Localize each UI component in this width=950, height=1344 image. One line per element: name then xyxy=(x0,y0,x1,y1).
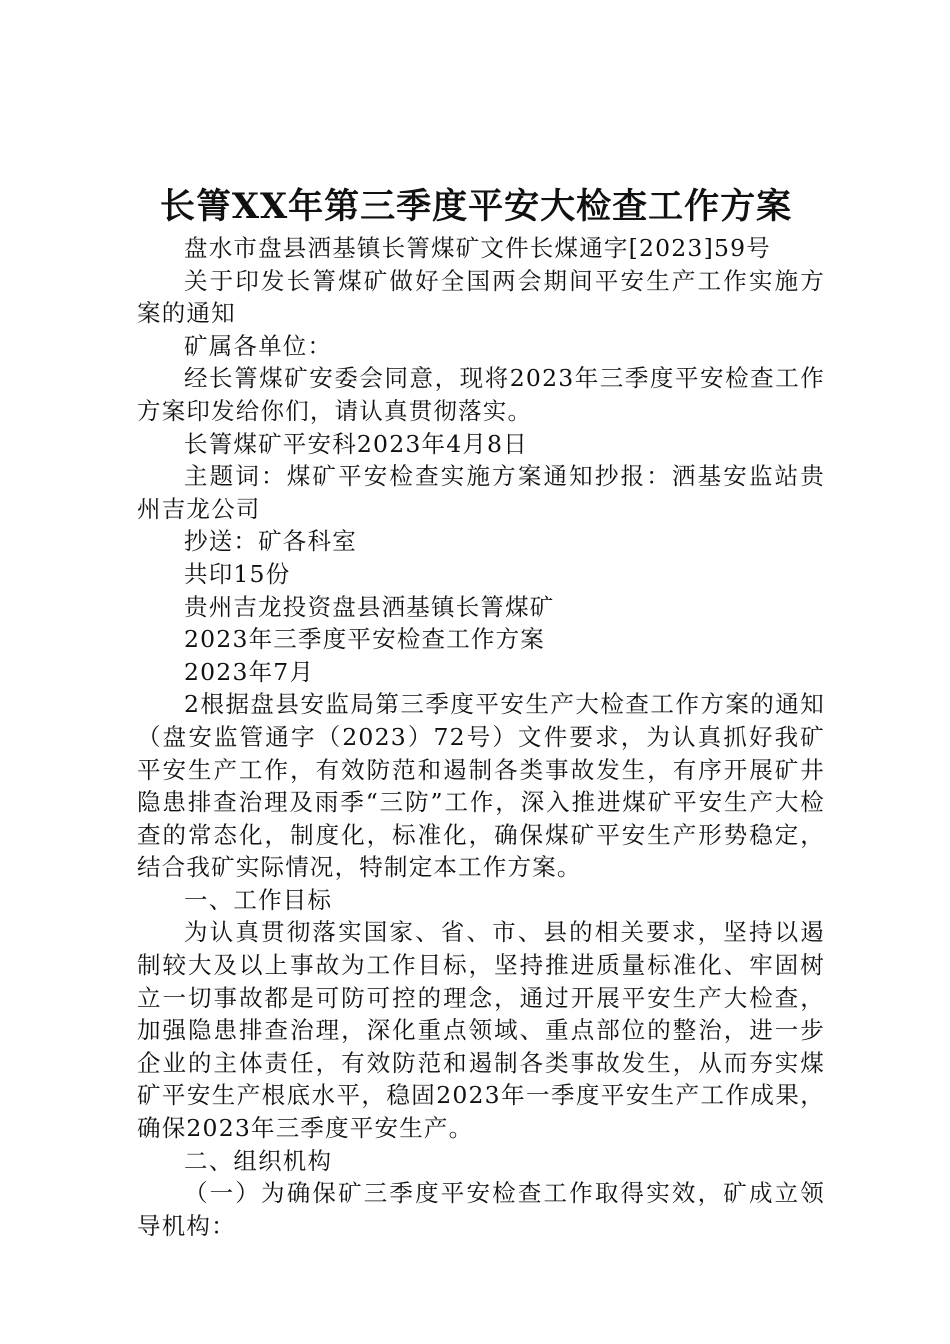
paragraph-addressee: 矿属各单位： xyxy=(184,331,333,360)
paragraph-body-intro: 经长箐煤矿安委会同意，现将2023年三季度平安检查工作方案印发给你们，请认真贯彻落实。 xyxy=(137,364,825,425)
paragraph-goals: 为认真贯彻落实国家、省、市、县的相关要求，坚持以遏制较大及以上事故为工作目标，坚持推进质量标准化、牢固树立一切事故都是可防可控的理念，通过开展平安生产大检查，加强隐患排查治理，深化重点领域、重点部位的整治，进一步企业的主体责任，有效防范和遏制各类事故发生，从而夯实煤矿平安生产根底水平，稳固2023年一季度平安生产工作成果，确保2023年三季度平安生产。 xyxy=(137,918,825,1143)
paragraph-issuer-date: 长箐煤矿平安科2023年4月8日 xyxy=(184,429,528,458)
paragraph-company: 贵州吉龙投资盘县洒基镇长箐煤矿 xyxy=(184,592,555,621)
paragraph-organization: （一）为确保矿三季度平安检查工作取得实效，矿成立领导机构： xyxy=(137,1179,825,1240)
section-heading-organization: 二、组织机构 xyxy=(184,1146,333,1175)
document-title: 长箐XX年第三季度平安大检查工作方案 xyxy=(159,186,793,227)
paragraph-basis: 2根据盘县安监局第三季度平安生产大检查工作方案的通知（盘安监管通字（2023）72号）文件要求，为认真抓好我矿平安生产工作，有效防范和遏制各类事故发生，有序开展矿井隐患排查治理及雨季“三防”工作，深入推进煤矿平安生产大检查的常态化，制度化，标准化，确保煤矿平安生产形势稳定，结合我矿实际情况，特制定本工作方案。 xyxy=(137,690,825,882)
paragraph-cc: 抄送：矿各科室 xyxy=(184,527,357,556)
paragraph-doc-number: 盘水市盘县洒基镇长箐煤矿文件长煤通字[2023]59号 xyxy=(184,234,771,262)
paragraph-plan-title: 2023年三季度平安检查工作方案 xyxy=(184,625,546,654)
paragraph-keywords: 主题词：煤矿平安检查实施方案通知抄报：洒基安监站贵州吉龙公司 xyxy=(137,462,825,523)
document-page xyxy=(137,182,825,1242)
section-heading-goals: 一、工作目标 xyxy=(184,885,333,914)
paragraph-plan-date: 2023年7月 xyxy=(184,657,315,686)
paragraph-copies: 共印15份 xyxy=(184,559,291,588)
paragraph-notice-title: 关于印发长箐煤矿做好全国两会期间平安生产工作实施方案的通知 xyxy=(137,266,825,328)
